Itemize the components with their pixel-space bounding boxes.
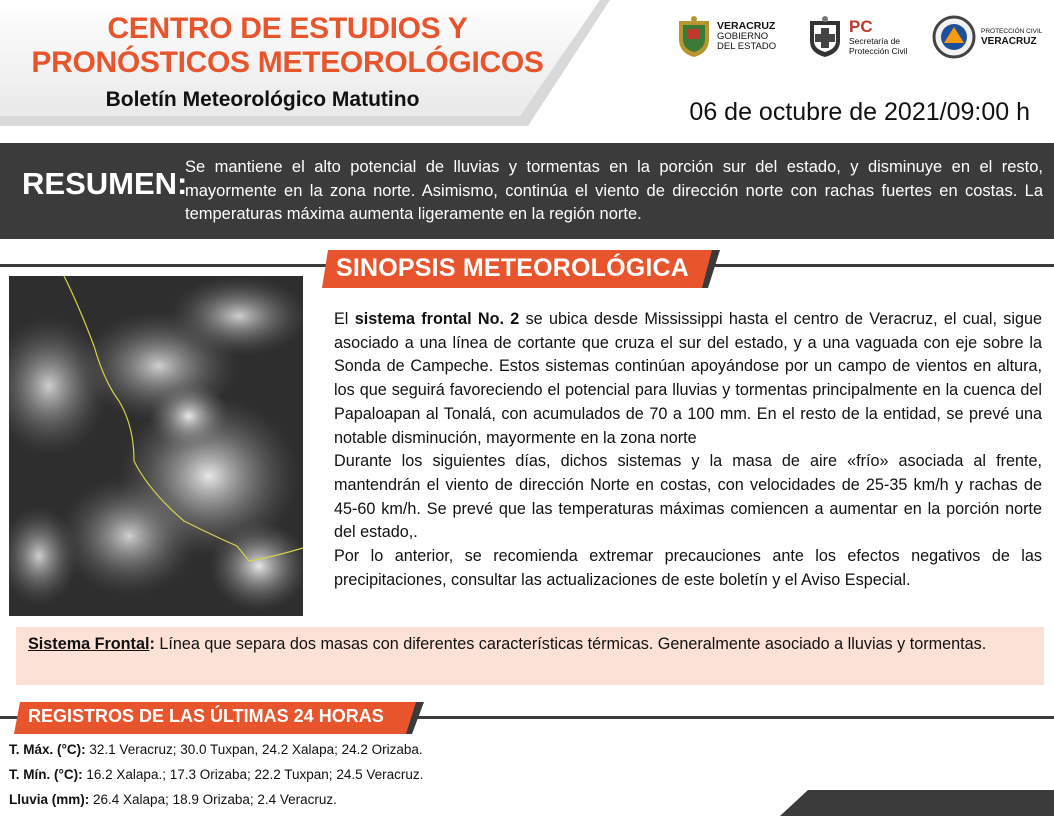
record-label: T. Mín. (°C): <box>9 767 83 782</box>
footer-decoration <box>780 790 1054 816</box>
record-value: 26.4 Xalapa; 18.9 Orizaba; 2.4 Veracruz. <box>89 792 337 807</box>
synopsis-body <box>334 308 1042 592</box>
definition-term: Sistema Frontal <box>28 635 150 653</box>
veracruz-shield-icon <box>676 15 712 59</box>
synopsis-paragraph-2: Durante los siguientes días, dichos sistemas y la masa de aire «frío» asociada al frente, mantendrán el viento de dirección Norte en costas, con velocidades de 25-35 km/h y rachas de 45-60 km/h. Se prevé que las temperaturas máximas comiencen a aumentar en la porción norte del estado,. <box>334 452 1042 542</box>
center-title-line1: CENTRO DE ESTUDIOS Y <box>107 12 468 45</box>
pc-logo-line2: Protección Civil <box>849 46 908 56</box>
record-row-rain <box>9 792 337 807</box>
pcv-logo-line2: VERACRUZ <box>981 36 1037 47</box>
record-row-tmin <box>9 767 423 782</box>
records-title: REGISTROS DE LAS ÚLTIMAS 24 HORAS <box>28 706 384 726</box>
record-label: Lluvia (mm): <box>9 792 90 807</box>
pc-logo-abbr: PC <box>849 16 873 36</box>
definition-text <box>28 633 1028 656</box>
record-value: 16.2 Xalapa.; 17.3 Orizaba; 22.2 Tuxpan; 24.5 Veracruz. <box>82 767 424 782</box>
summary-label: RESUMEN: <box>22 166 188 201</box>
veracruz-logo-line1: VERACRUZ <box>717 20 776 33</box>
veracruz-logo-line3: DEL ESTADO <box>717 41 777 53</box>
proteccion-civil-veracruz-logo <box>932 12 1042 62</box>
definition-separator: : <box>149 635 155 653</box>
bulletin-title: Boletín Meteorológico Matutino <box>105 88 420 111</box>
pc-shield-icon <box>806 15 844 59</box>
civil-protection-emblem-icon <box>932 15 976 59</box>
synopsis-title: SINOPSIS METEOROLÓGICA <box>336 254 690 282</box>
synopsis-paragraph-3: Por lo anterior, se recomienda extremar precauciones ante los efectos negativos de las precipitaciones, consultar las actualizaciones de este boletín y el Aviso Especial. <box>334 547 1042 589</box>
record-value: 32.1 Veracruz; 30.0 Tuxpan, 24.2 Xalapa; 24.2 Orizaba. <box>85 742 423 757</box>
veracruz-government-logo <box>676 12 776 62</box>
record-label: T. Máx. (°C): <box>9 742 86 757</box>
proteccion-civil-logo <box>806 12 908 62</box>
veracruz-logo-line2: GOBIERNO <box>717 30 769 42</box>
record-row-tmax <box>9 742 423 757</box>
summary-text: Se mantiene el alto potencial de lluvias y tormentas en la porción sur del estado, y disminuye en el resto, mayormente en la zona norte. Asimismo, continúa el viento de dirección norte con rachas fuertes en costas. La temperaturas máxima aumenta ligeramente en la región norte. <box>185 158 1043 223</box>
pc-logo-line1: Secretaría de <box>849 35 901 46</box>
synopsis-paragraph-1 <box>334 308 1042 450</box>
synopsis-p1-post: se ubica desde Mississippi hasta el centro de Veracruz, el cual, sigue asociado a una línea de cortante que cruza el sur del estado, y a una vaguada con eje sobre la Sonda de Campeche. Estos sistemas continúan apoyándose por un campo de vientos en altura, los que seguirá favoreciendo el potencial para lluvias y tormentas principalmente en la cuenca del Papaloapan al Tonalá, con acumulados de 70 a 100 mm. En el resto de la entidad, se prevé una notable disminución, mayormente en la zona norte <box>334 310 1042 447</box>
frontal-system-name: sistema frontal No. 2 <box>354 310 520 328</box>
pcv-logo-line1: PROTECCIÓN CIVIL <box>981 27 1043 35</box>
definition-description: Línea que separa dos masas con diferentes características térmicas. Generalmente asociado a lluvias y tormentas. <box>154 635 987 653</box>
synopsis-p1-pre: El <box>334 310 355 328</box>
satellite-image <box>9 276 303 616</box>
bulletin-date: 06 de octubre de 2021/09:00 h <box>689 98 1030 126</box>
center-title-line2: PRONÓSTICOS METEOROLÓGICOS <box>31 46 544 79</box>
